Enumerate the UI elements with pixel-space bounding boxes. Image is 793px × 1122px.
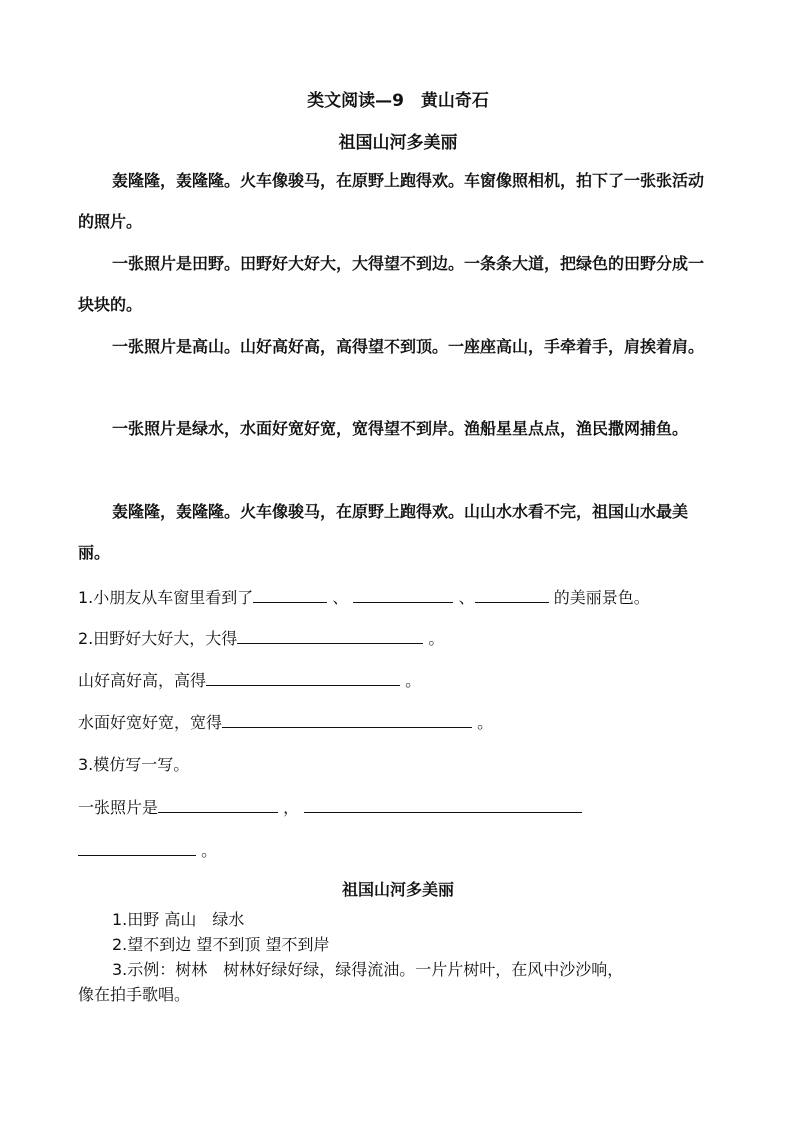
passage-paragraph-1: 轰隆隆，轰隆隆。火车像骏马，在原野上跑得欢。车窗像照相机，拍下了一张张活动的照片。 [78, 171, 705, 231]
answer-blank-3a[interactable] [158, 796, 278, 813]
answer-blank-2c[interactable] [222, 711, 472, 728]
period: 。 [428, 629, 445, 648]
answer-blank-1b[interactable] [353, 586, 453, 603]
answer-2: 2.望不到边 望不到顶 望不到岸 [112, 935, 330, 954]
main-title: 类文阅读—9 黄山奇石 [307, 91, 489, 111]
question-2-prefix: 2.田野好大好大，大得 [78, 629, 238, 648]
passage-paragraph-5: 轰隆隆，轰隆隆。火车像骏马，在原野上跑得欢。山山水水看不完，祖国山水最美丽。 [78, 502, 689, 562]
answer-blank-2b[interactable] [206, 669, 400, 686]
period: 。 [405, 671, 422, 690]
answer-3-line-1: 3.示例：树林 树林好绿好绿，绿得流油。一片片树叶，在风中沙沙响， [112, 960, 624, 979]
question-2c [78, 711, 718, 735]
passage-paragraph-3: 一张照片是高山。山好高好高，高得望不到顶。一座座高山，手牵着手，肩挨着肩。 [112, 337, 705, 356]
separator: 、 [458, 588, 475, 607]
separator: ， [283, 798, 300, 817]
question-2b-prefix: 山好高好高，高得 [78, 671, 207, 690]
question-3-continued [78, 839, 718, 863]
question-1-prefix: 1.小朋友从车窗里看到了 [78, 588, 254, 607]
passage-title: 祖国山河多美丽 [338, 133, 458, 153]
question-3-prefix: 一张照片是 [78, 798, 159, 817]
question-2b [78, 669, 718, 693]
passage-paragraph-2: 一张照片是田野。田野好大好大，大得望不到边。一条条大道，把绿色的田野分成一块块的。 [78, 254, 705, 314]
question-2 [78, 627, 718, 651]
question-2c-prefix: 水面好宽好宽，宽得 [78, 713, 223, 732]
answer-blank-1c[interactable] [475, 586, 549, 603]
answer-3-line-2: 像在拍手歌唱。 [78, 985, 191, 1004]
answer-blank-3b[interactable] [304, 796, 582, 813]
question-1 [78, 586, 718, 610]
question-3-title: 3.模仿写一写。 [78, 755, 190, 774]
answer-blank-1a[interactable] [253, 586, 327, 603]
answer-blank-2a[interactable] [237, 627, 423, 644]
question-1-suffix: 的美丽景色。 [553, 588, 650, 607]
period: 。 [201, 841, 218, 860]
question-3 [78, 796, 718, 820]
answer-blank-3c[interactable] [78, 839, 196, 856]
passage-paragraph-4: 一张照片是绿水，水面好宽好宽，宽得望不到岸。渔船星星点点，渔民撒网捕鱼。 [112, 419, 689, 438]
separator: 、 [332, 588, 349, 607]
answer-1: 1.田野 高山 绿水 [112, 910, 245, 929]
period: 。 [477, 713, 494, 732]
answers-title: 祖国山河多美丽 [341, 880, 454, 899]
